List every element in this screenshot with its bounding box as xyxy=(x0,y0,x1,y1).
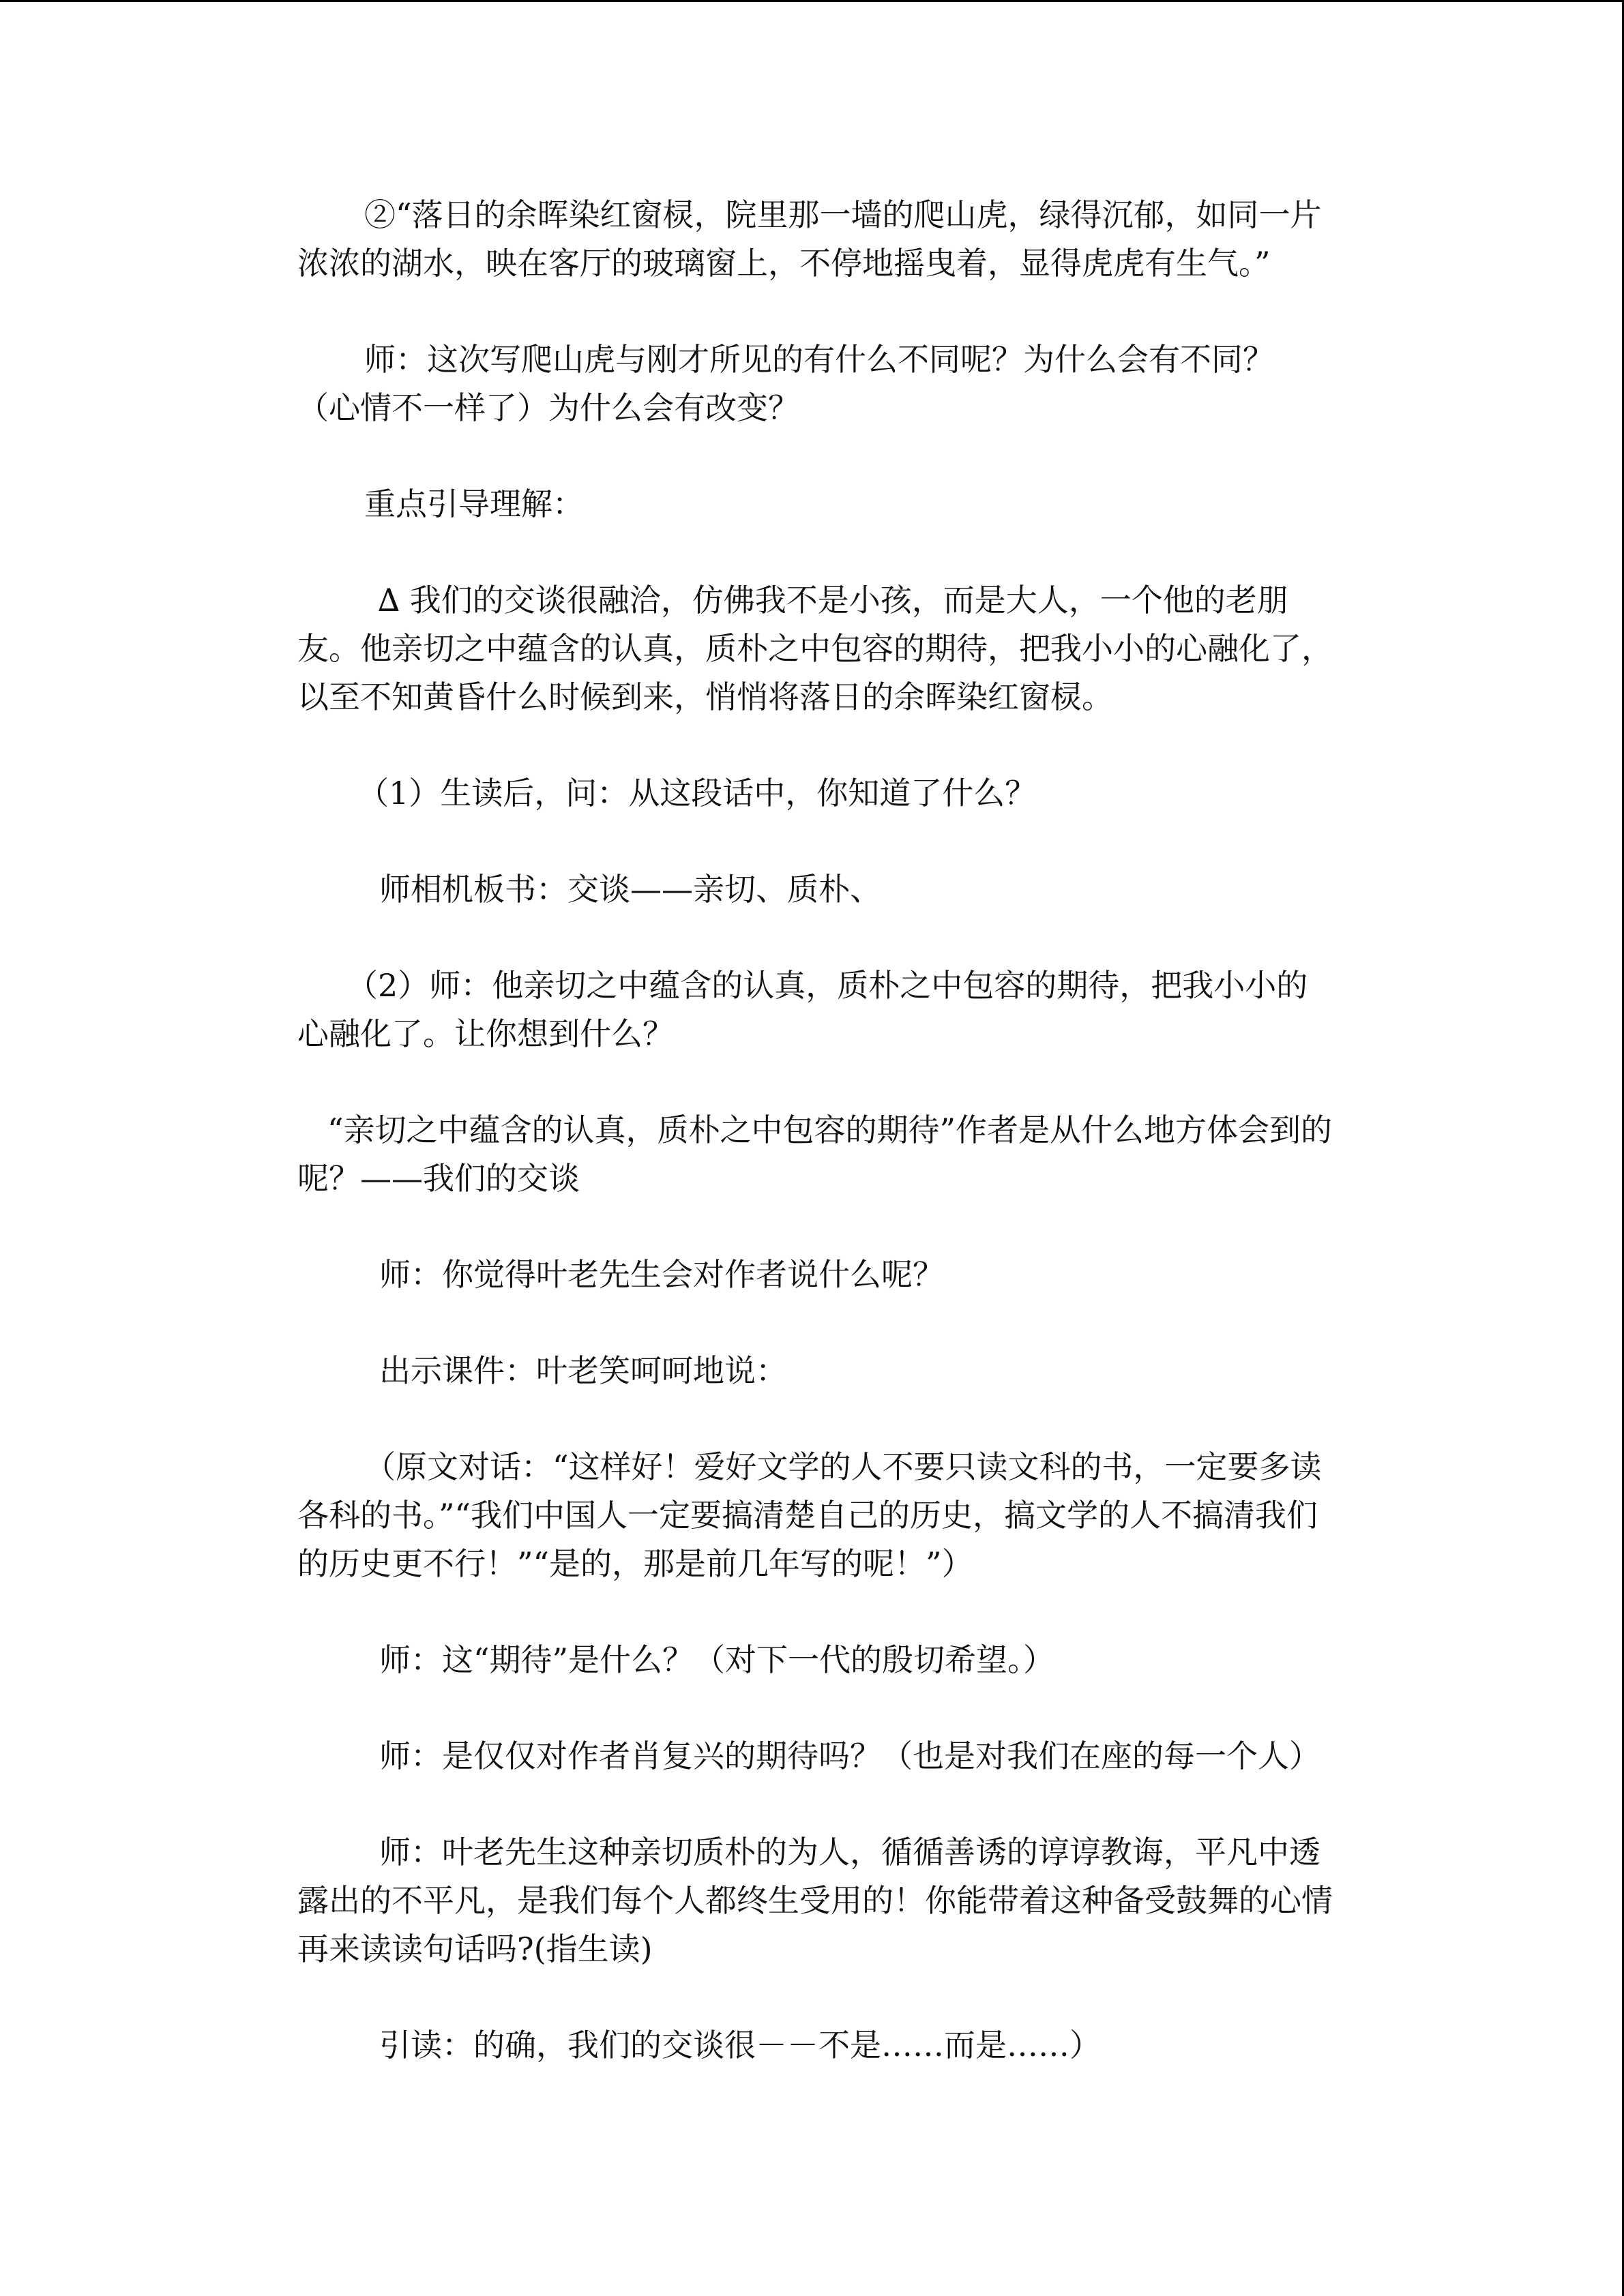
paragraph-board-writing: 师相机板书：交谈——亲切、质朴、 xyxy=(379,871,881,908)
paragraph-only-author: 师：是仅仅对作者肖复兴的期待吗？（也是对我们在座的每一个人） xyxy=(379,1738,1320,1774)
page-border-top xyxy=(0,0,1624,2)
paragraph-where-from: “亲切之中蕴含的认真，质朴之中包容的期待”作者是从什么地方体会到的呢？——我们的交谈 xyxy=(297,1112,1333,1197)
paragraph-guided-reading: 引读：的确，我们的交谈很－－不是……而是……） xyxy=(379,2027,1101,2063)
paragraph-conversation-excerpt: ∆ 我们的交谈很融洽，仿佛我不是小孩，而是大人，一个他的老朋友。他亲切之中蕴含的认真，质朴之中包容的期待，把我小小的心融化了，以至不知黄昏什么时候到来，悄悄将落日的余晖染红窗棂。 xyxy=(297,582,1333,715)
document-body xyxy=(297,191,1334,2117)
paragraph-teaching-summary: 师：叶老先生这种亲切质朴的为人，循循善诱的谆谆教诲，平凡中透露出的不平凡，是我们每个人都终生受用的！你能带着这种备受鼓舞的心情再来读读句话吗?(指生读) xyxy=(297,1834,1333,1967)
paragraph-original-dialogue: （原文对话：“这样好！爱好文学的人不要只读文科的书，一定要多读各科的书。”“我们中国人一定要搞清楚自己的历史，搞文学的人不搞清我们的历史更不行！”“是的，那是前几年写的呢！”） xyxy=(297,1448,1322,1582)
paragraph-step-1: （1）生读后，问：从这段话中，你知道了什么？ xyxy=(357,775,1037,811)
paragraph-what-would-say: 师：你觉得叶老先生会对作者说什么呢？ xyxy=(379,1256,944,1293)
paragraph-expectation: 师：这“期待”是什么？（对下一代的殷切希望。） xyxy=(379,1641,1055,1678)
paragraph-teacher-question: 师：这次写爬山虎与刚才所见的有什么不同呢？为什么会有不同？（心情不一样了）为什么会有改变？ xyxy=(297,341,1274,426)
paragraph-step-2: （2）师：他亲切之中蕴含的认真，质朴之中包容的期待，把我小小的心融化了。让你想到什么？ xyxy=(297,967,1308,1052)
paragraph-key-guidance: 重点引导理解： xyxy=(364,486,584,522)
paragraph-quote-sunset: ②“落日的余晖染红窗棂，院里那一墙的爬山虎，绿得沉郁，如同一片浓浓的湖水，映在客厅的玻璃窗上，不停地摇曳着，显得虎虎有生气。” xyxy=(297,196,1322,282)
paragraph-courseware: 出示课件：叶老笑呵呵地说： xyxy=(379,1352,787,1389)
